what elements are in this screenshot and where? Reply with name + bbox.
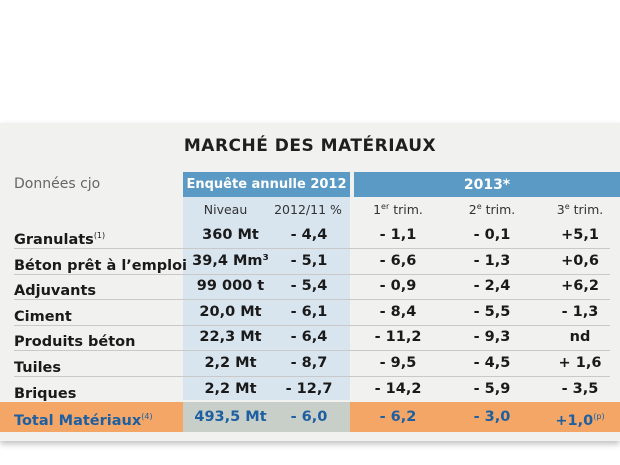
total-q2: - 3,0 bbox=[473, 409, 511, 425]
q1-cell: - 14,2 bbox=[374, 380, 422, 397]
variation-cell: - 4,4 bbox=[290, 227, 328, 243]
total-row bbox=[0, 402, 620, 432]
q3-cell: +6,2 bbox=[561, 278, 599, 295]
q1-cell: - 8,4 bbox=[379, 303, 417, 320]
variation-cell: - 8,7 bbox=[290, 355, 328, 371]
niveau-cell: 2,2 Mt bbox=[204, 355, 257, 371]
q3-cell: + 1,6 bbox=[558, 355, 602, 371]
q1-cell: - 6,6 bbox=[379, 252, 417, 269]
row-label: Ciment bbox=[14, 308, 72, 325]
total-label: Total Matériaux$^{(4)}$ bbox=[14, 412, 153, 429]
row-label: Granulats$^{(1)}$ bbox=[14, 231, 106, 248]
q2-header: 2e trim. bbox=[468, 202, 516, 218]
niveau-cell: 2,2 Mt bbox=[204, 380, 257, 397]
data-basis-label: Données cjo bbox=[14, 176, 101, 192]
niveau-cell: 20,0 Mt bbox=[199, 303, 262, 320]
q3-cell: nd bbox=[569, 329, 591, 346]
table-row bbox=[0, 377, 620, 402]
q1-cell: - 9,5 bbox=[379, 355, 417, 371]
total-q3: $+1,0^{(p)}$ bbox=[555, 412, 605, 429]
row-label: Béton prêt à l’emploi bbox=[14, 257, 188, 274]
niveau-header: Niveau bbox=[203, 202, 248, 217]
row-label: Briques bbox=[14, 385, 77, 402]
variation-cell: - 6,1 bbox=[290, 303, 328, 320]
total-niveau: 493,5 Mt bbox=[194, 409, 267, 425]
q2-cell: - 9,3 bbox=[473, 329, 511, 346]
q3-header: 3e trim. bbox=[556, 202, 604, 218]
table-row bbox=[0, 223, 620, 248]
variation-cell: - 5,4 bbox=[290, 278, 328, 295]
q3-cell: - 3,5 bbox=[561, 380, 599, 397]
table-row bbox=[0, 274, 620, 299]
row-label: Adjuvants bbox=[14, 283, 97, 300]
total-q1: - 6,2 bbox=[379, 409, 417, 425]
niveau-cell: 360 Mt bbox=[202, 227, 259, 243]
variation-header: 2012/11 % bbox=[274, 202, 342, 217]
row-label: Tuiles bbox=[14, 360, 62, 376]
q1-cell: - 0,9 bbox=[379, 278, 417, 295]
variation-cell: - 5,1 bbox=[290, 252, 328, 269]
survey-header: Enquête annulle 2012 bbox=[183, 172, 350, 197]
table-title: MARCHÉ DES MATÉRIAUX bbox=[183, 136, 437, 156]
table-row bbox=[0, 300, 620, 325]
total-variation: - 6,0 bbox=[290, 409, 328, 425]
variation-cell: - 6,4 bbox=[290, 329, 328, 346]
q1-cell: - 11,2 bbox=[374, 329, 422, 346]
q2-cell: - 4,5 bbox=[473, 355, 511, 371]
q3-cell: +0,6 bbox=[561, 252, 599, 269]
table-row bbox=[0, 325, 620, 350]
q3-cell: +5,1 bbox=[561, 227, 599, 243]
q1-cell: - 1,1 bbox=[379, 227, 417, 243]
niveau-cell: 39,4 Mm³ bbox=[192, 252, 269, 269]
q2-cell: - 0,1 bbox=[473, 227, 511, 243]
niveau-cell: 22,3 Mt bbox=[199, 329, 262, 346]
q2-cell: - 2,4 bbox=[473, 278, 511, 295]
variation-cell: - 12,7 bbox=[285, 380, 333, 397]
q1-header: 1er trim. bbox=[373, 202, 423, 218]
q2-cell: - 5,5 bbox=[473, 303, 511, 320]
niveau-cell: 99 000 t bbox=[196, 278, 265, 295]
row-label: Produits béton bbox=[14, 334, 136, 351]
table-row bbox=[0, 351, 620, 376]
q2-cell: - 1,3 bbox=[473, 252, 511, 269]
q2-cell: - 5,9 bbox=[473, 380, 511, 397]
table-row bbox=[0, 249, 620, 274]
year-header: 2013* bbox=[354, 172, 620, 197]
q3-cell: - 1,3 bbox=[561, 303, 599, 320]
